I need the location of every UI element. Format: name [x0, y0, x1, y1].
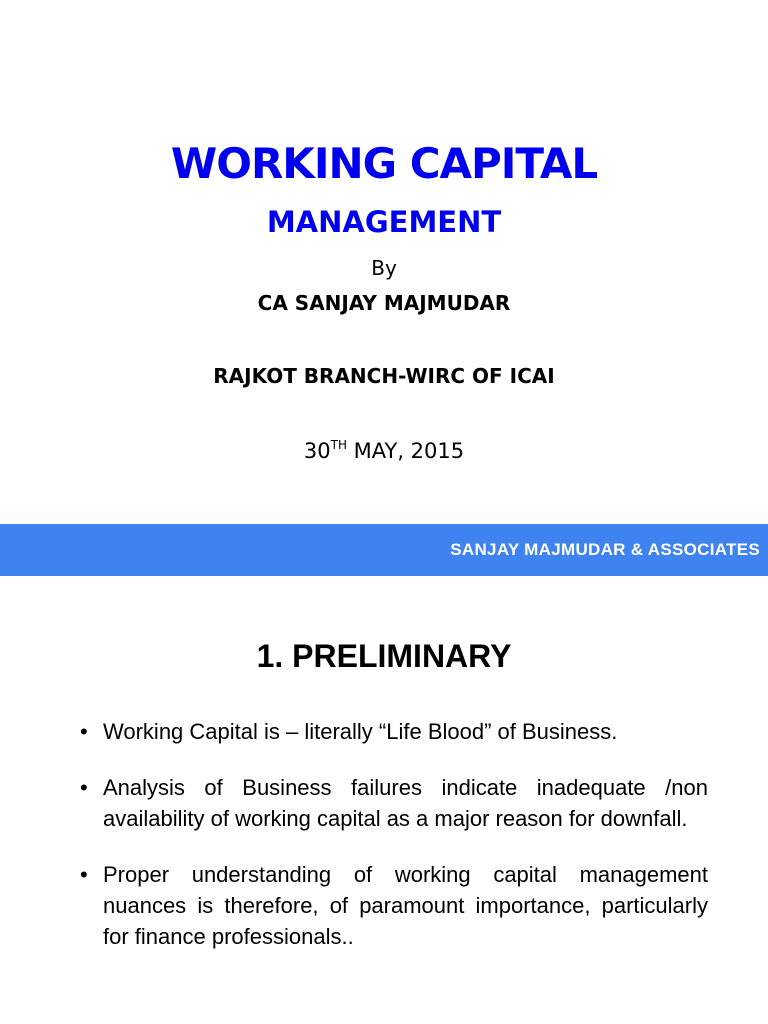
date-day: 30 [303, 439, 331, 463]
date-suffix: TH [330, 438, 347, 452]
bullet-item [80, 772, 708, 834]
slide-subtitle: MANAGEMENT [266, 205, 502, 239]
by-label: By [371, 256, 397, 280]
bullet-text: Working Capital is – literally “Life Blood” of Business. [103, 719, 618, 744]
presentation-date [0, 437, 768, 465]
author-name: CA SANJAY MAJMUDAR [257, 291, 511, 315]
bullet-icon: • [80, 775, 88, 800]
bullet-icon: • [80, 862, 88, 887]
slide-title: WORKING CAPITAL [170, 139, 598, 188]
content-slide [0, 576, 768, 1024]
banner-firm-name: SANJAY MAJMUDAR & ASSOCIATES [450, 540, 760, 559]
bullet-text: Analysis of Business failures indicate inadequate /non availability of working capital as a major reason for downfall. [103, 775, 708, 831]
bullet-list [80, 716, 708, 977]
bullet-text: Proper understanding of working capital management nuances is therefore, of paramount importance, particularly for finance professionals.. [103, 862, 708, 949]
bullet-item [80, 859, 708, 952]
bullet-item [80, 716, 708, 747]
bullet-icon: • [80, 719, 88, 744]
section-heading: 1. PRELIMINARY [256, 638, 512, 674]
date-rest: MAY, 2015 [346, 439, 465, 463]
organization-name: RAJKOT BRANCH-WIRC OF ICAI [213, 364, 555, 388]
footer-banner [0, 524, 768, 576]
